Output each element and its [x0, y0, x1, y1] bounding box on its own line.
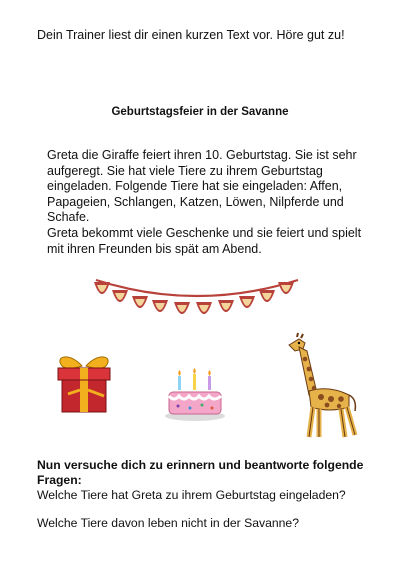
story-paragraph-1: Greta die Giraffe feiert ihren 10. Geburtstag. Sie ist sehr aufgeregt. Sie hat viele Tiere zu ihrem Geburtstag eingeladen. Folgende Tiere hat sie eingeladen: Affen, Papageien, Schlangen, Katzen, Löwen, Nilpferde und Schafe. — [47, 148, 357, 225]
question-2: Welche Tiere davon leben nicht in der Savanne? — [37, 516, 299, 530]
birthday-cake-icon — [164, 370, 226, 422]
party-bunting-icon — [92, 272, 302, 324]
story-paragraph-2: Greta bekommt viele Geschenke und sie feiert und spielt mit ihren Freunden bis spät am Abend. — [47, 225, 362, 256]
question-1: Welche Tiere hat Greta zu ihrem Geburtstag eingeladen? — [37, 488, 346, 502]
task-heading: Nun versuche dich zu erinnern und beantworte folgende Fragen: — [37, 458, 364, 487]
story-title: Geburtstagsfeier in der Savanne — [111, 106, 289, 118]
instruction-text: Dein Trainer liest dir einen kurzen Text vor. Höre gut zu! — [37, 28, 345, 42]
gift-box-icon — [48, 350, 120, 414]
giraffe-icon — [283, 333, 361, 441]
story-text — [47, 148, 367, 257]
